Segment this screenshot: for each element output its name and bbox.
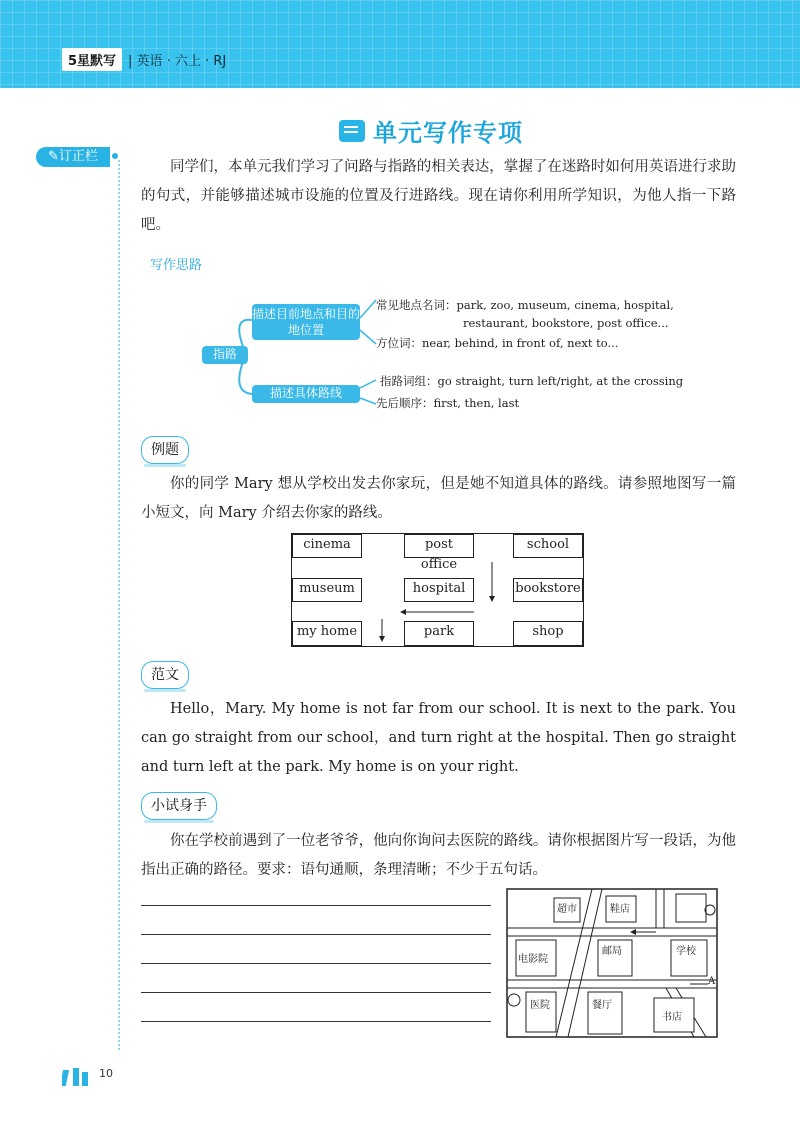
writing-line[interactable] (141, 963, 491, 964)
place-words-line2: restaurant, bookstore, post office... (463, 316, 669, 330)
map-label-cinema: 电影院 (518, 954, 548, 965)
map-marker-a: A (708, 976, 716, 987)
map-label-school: 学校 (676, 946, 696, 957)
map-label-hospital: 医院 (530, 1000, 550, 1011)
map-hospital: hospital (404, 578, 474, 602)
header-band (0, 0, 800, 88)
thinking-label: 写作思路 (150, 258, 203, 273)
header-brand (62, 48, 226, 70)
correction-column-label: ✎订正栏 (36, 147, 110, 167)
map-cinema: cinema (292, 534, 362, 558)
brand-subject: | 英语 · 六上 · RJ (128, 53, 227, 69)
mindmap (190, 292, 710, 422)
map-museum: museum (292, 578, 362, 602)
map-my-home: my home (292, 621, 362, 646)
page-title: 单元写作专项 (373, 119, 523, 147)
dot-icon (112, 153, 118, 159)
practice-prompt: 你在学校前遇到了一位老爷爷，他向你询问去医院的路线。请你根据图片写一段话，为他指出正确的路径。要求：语句通顺，条理清晰；不少于五句话。 (141, 833, 736, 878)
writing-line[interactable] (141, 1021, 491, 1022)
route-arrows (292, 534, 583, 646)
example-prompt: 你的同学 Mary 想从学校出发去你家玩，但是她不知道具体的路线。请参照地图写一篇小短文，向 Mary 介绍去你家的路线。 (141, 476, 736, 521)
notebook-icon (339, 120, 365, 142)
map-label-shoe-shop: 鞋店 (610, 904, 630, 915)
pencil-icon: ✎ (48, 149, 59, 164)
model-tag: 范文 (141, 661, 189, 689)
order-words: 先后顺序：first, then, last (376, 396, 520, 410)
map-label-supermarket: 超市 (557, 904, 577, 915)
writing-line[interactable] (141, 934, 491, 935)
direction-words: 方位词：near, behind, in front of, next to... (376, 336, 619, 350)
map-shop: shop (513, 621, 583, 646)
practice-map (506, 888, 718, 1038)
footer-books-icon (62, 1066, 92, 1090)
route-phrases: 指路词组：go straight, turn left/right, at the crossing (380, 374, 684, 388)
page-number: 10 (99, 1067, 113, 1080)
map-label-restaurant: 餐厅 (592, 1000, 612, 1011)
place-words-line1: 常见地点名词：park, zoo, museum, cinema, hospital, (376, 298, 674, 312)
map-school: school (513, 534, 583, 558)
mindmap-root: 指路 (202, 346, 248, 364)
brand-logo: 5星默写 (62, 48, 122, 71)
section-title (339, 113, 523, 148)
practice-tag: 小试身手 (141, 792, 217, 820)
map-bookstore: bookstore (513, 578, 583, 602)
writing-line[interactable] (141, 992, 491, 993)
model-text: Hello，Mary. My home is not far from our school. It is next to the park. You can go straight from our school，and turn right at the hospital. Then go straight and turn left at the park. My home is on your right. (141, 701, 736, 775)
mindmap-branch-route: 描述具体路线 (252, 385, 360, 403)
margin-divider (118, 160, 120, 1050)
map-label-bookstore: 书店 (662, 1012, 682, 1023)
writing-line[interactable] (141, 905, 491, 906)
example-tag: 例题 (141, 436, 189, 464)
map-post-office: post office (404, 534, 474, 558)
intro-paragraph: 同学们，本单元我们学习了问路与指路的相关表达，掌握了在迷路时如何用英语进行求助的句式，并能够描述城市设施的位置及行进路线。现在请你利用所学知识，为他人指一下路吧。 (141, 159, 736, 233)
example-map (291, 533, 584, 647)
map-park: park (404, 621, 474, 646)
map-label-post-office: 邮局 (602, 946, 622, 957)
mindmap-branch-location: 描述目前地点和目的地位置 (252, 304, 360, 340)
